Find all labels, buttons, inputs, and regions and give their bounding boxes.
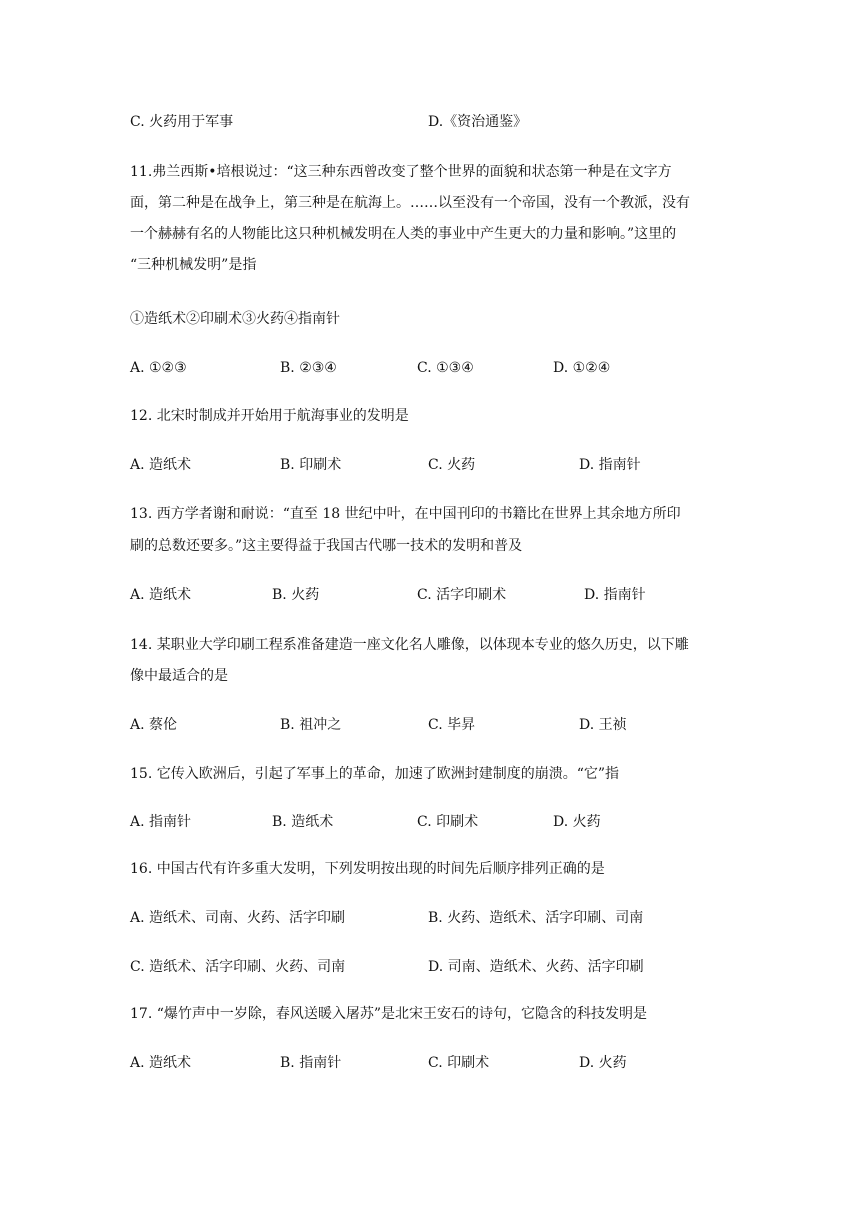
q15-option-d: D. 火药 xyxy=(553,814,601,830)
q17-option-c: C. 印刷术 xyxy=(428,1055,490,1071)
q12-option-c: C. 火药 xyxy=(428,457,476,473)
q14-option-c: C. 毕昇 xyxy=(428,717,476,733)
q16-option-c: C. 造纸术、活字印刷、火药、司南 xyxy=(130,959,346,975)
q17-option-d: D. 火药 xyxy=(579,1055,627,1071)
q12-option-b: B. 印刷术 xyxy=(280,457,342,473)
q11-stem-line-1: 11.弗兰西斯•培根说过：“这三种东西曾改变了整个世界的面貌和状态第一种是在文字方 xyxy=(130,164,672,180)
q16-option-a: A. 造纸术、司南、火药、活字印刷 xyxy=(130,910,346,926)
q14-option-d: D. 王祯 xyxy=(579,717,627,733)
q14-stem-line-2: 像中最适合的是 xyxy=(130,668,228,684)
q11-stem-line-2: 面，第二种是在战争上，第三种是在航海上。……以至没有一个帝国，没有一个教派，没有 xyxy=(130,195,690,211)
q11-option-a: A. ①②③ xyxy=(130,360,187,376)
q12-option-a: A. 造纸术 xyxy=(130,457,192,473)
q17-stem: 17. “爆竹声中一岁除，春风送暖入屠苏”是北宋王安石的诗句，它隐含的科技发明是 xyxy=(130,1006,648,1022)
q13-option-c: C. 活字印刷术 xyxy=(417,587,507,603)
q15-option-c: C. 印刷术 xyxy=(417,814,479,830)
q14-option-b: B. 祖冲之 xyxy=(280,717,342,733)
q17-option-a: A. 造纸术 xyxy=(130,1055,192,1071)
q15-option-b: B. 造纸术 xyxy=(272,814,334,830)
q15-stem: 15. 它传入欧洲后，引起了军事上的革命，加速了欧洲封建制度的崩溃。“它”指 xyxy=(130,766,620,782)
q16-option-b: B. 火药、造纸术、活字印刷、司南 xyxy=(428,910,644,926)
q11-items: ①造纸术②印刷术③火药④指南针 xyxy=(130,311,340,327)
q13-option-a: A. 造纸术 xyxy=(130,587,192,603)
q16-option-d: D. 司南、造纸术、火药、活字印刷 xyxy=(428,959,644,975)
q12-option-d: D. 指南针 xyxy=(579,457,641,473)
q15-option-a: A. 指南针 xyxy=(130,814,192,830)
q10-option-c: C. 火药用于军事 xyxy=(130,114,234,130)
q11-option-c: C. ①③④ xyxy=(417,360,474,376)
q13-stem-line-1: 13. 西方学者谢和耐说：“直至 18 世纪中叶，在中国刊印的书籍比在世界上其余地方所印 xyxy=(130,506,681,522)
q14-stem-line-1: 14. 某职业大学印刷工程系准备建造一座文化名人雕像，以体现本专业的悠久历史，以下雕 xyxy=(130,637,689,653)
q11-option-d: D. ①②④ xyxy=(553,360,611,376)
q11-stem-line-3: 一个赫赫有名的人物能比这只种机械发明在人类的事业中产生更大的力量和影响。”这里的 xyxy=(130,226,677,242)
q11-option-b: B. ②③④ xyxy=(280,360,337,376)
q17-option-b: B. 指南针 xyxy=(280,1055,342,1071)
q14-option-a: A. 蔡伦 xyxy=(130,717,178,733)
q13-option-d: D. 指南针 xyxy=(584,587,646,603)
q10-option-d: D.《资治通鉴》 xyxy=(428,114,528,130)
q12-stem: 12. 北宋时制成并开始用于航海事业的发明是 xyxy=(130,408,409,424)
q11-stem-line-4: “三种机械发明”是指 xyxy=(130,257,257,273)
q13-option-b: B. 火药 xyxy=(272,587,320,603)
q13-stem-line-2: 刷的总数还要多。”这主要得益于我国古代哪一技术的发明和普及 xyxy=(130,538,523,554)
q16-stem: 16. 中国古代有许多重大发明，下列发明按出现的时间先后顺序排列正确的是 xyxy=(130,861,605,877)
